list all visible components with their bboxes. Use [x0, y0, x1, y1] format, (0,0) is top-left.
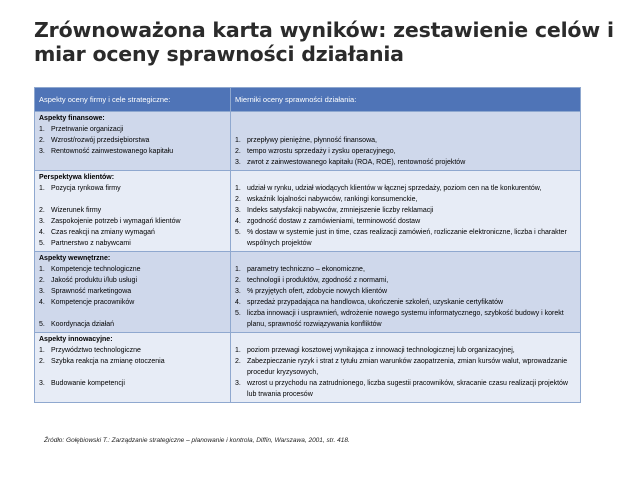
item-text: Przetrwanie organizacji [51, 126, 124, 133]
measures-cell [231, 252, 581, 333]
table-row [35, 171, 581, 252]
item-number: 2. [39, 207, 45, 214]
table-row [35, 112, 581, 171]
balanced-scorecard-table [34, 87, 581, 403]
item-number: 4. [235, 218, 241, 225]
measures-cell [231, 333, 581, 403]
measures-cell [231, 171, 581, 252]
list-item [235, 216, 576, 227]
item-number: 1. [235, 347, 241, 354]
item-text: tempo wzrostu sprzedaży i zysku operacyjnego, [247, 148, 396, 155]
list-item [39, 227, 226, 238]
list-item [235, 146, 576, 157]
section-heading: Aspekty innowacyjne: [39, 336, 113, 343]
section-heading: Aspekty wewnętrzne: [39, 255, 111, 262]
item-number: 3. [39, 218, 45, 225]
item-number: 1. [235, 266, 241, 273]
item-number: 1. [235, 137, 241, 144]
item-number: 1. [39, 347, 45, 354]
item-number: 3. [39, 380, 45, 387]
item-text: przepływy pieniężne, płynność finansowa, [247, 137, 377, 144]
item-number: 4. [39, 299, 45, 306]
measures-cell [231, 112, 581, 171]
item-number: 2. [235, 358, 241, 365]
header-measures: Mierniki oceny sprawności działania: [231, 88, 581, 112]
list-item [39, 275, 226, 286]
item-text: sprzedaż przypadająca na handlowca, ukończenie szkoleń, uzyskanie certyfikatów [247, 299, 504, 306]
list-item [235, 286, 576, 297]
list-item [39, 124, 226, 135]
list-item [39, 183, 226, 194]
item-number: 2. [235, 277, 241, 284]
item-text: Indeks satysfakcji nabywców, zmniejszenie liczby reklamacji [247, 207, 434, 214]
list-item [235, 227, 576, 249]
list-item [39, 146, 226, 157]
page-title: Zrównoważona karta wyników: zestawienie celów i miar oceny sprawności działania [34, 18, 614, 66]
list-item [39, 356, 226, 367]
item-text: % dostaw w systemie just in time, czas realizacji zamówień, rozliczanie elektroniczne, liczba i charakter wspólnych projektów [247, 229, 567, 247]
item-number: 1. [39, 126, 45, 133]
item-text: poziom przewagi kosztowej wynikająca z innowacji technologicznej lub organizacyjnej, [247, 347, 515, 354]
item-text: liczba innowacji i usprawnień, wdrożenie nowego systemu informatycznego, szybkość budowy i korekt planu, sprawność rozwiązywania konfliktów [247, 310, 564, 328]
item-number: 3. [235, 288, 241, 295]
item-number: 3. [39, 288, 45, 295]
list-item [235, 275, 576, 286]
item-text: Partnerstwo z nabywcami [51, 240, 131, 247]
item-number: 4. [39, 229, 45, 236]
item-text: Kompetencje technologiczne [51, 266, 141, 273]
item-text: Szybka reakcja na zmianę otoczenia [51, 358, 165, 365]
item-number: 1. [39, 185, 45, 192]
table-row [35, 252, 581, 333]
section-heading: Perspektywa klientów: [39, 174, 115, 181]
item-number: 5. [39, 240, 45, 247]
item-number: 3. [39, 148, 45, 155]
item-number: 5. [235, 310, 241, 317]
item-text: Rentowność zainwestowanego kapitału [51, 148, 174, 155]
item-text: Budowanie kompetencji [51, 380, 125, 387]
item-number: 2. [235, 196, 241, 203]
item-text: wzrost u przychodu na zatrudnionego, liczba sugestii pracowników, skracanie czasu realizacji projektów lub trwania procesów [247, 380, 568, 398]
item-number: 3. [235, 159, 241, 166]
goals-cell [35, 112, 231, 171]
item-number: 4. [235, 299, 241, 306]
item-text: zwrot z zainwestowanego kapitału (ROA, ROE), rentowność projektów [247, 159, 466, 166]
item-number: 5. [39, 321, 45, 328]
list-item [235, 356, 576, 378]
item-text: Wizerunek firmy [51, 207, 102, 214]
item-text: technologii i produktów, zgodność z normami, [247, 277, 389, 284]
goals-cell [35, 333, 231, 403]
list-item [39, 378, 226, 389]
item-text: udział w rynku, udział wiodących klientów w łącznej sprzedaży, poziom cen na tle konkurentów, [247, 185, 542, 192]
list-item [235, 183, 576, 194]
item-text: parametry techniczno – ekonomiczne, [247, 266, 365, 273]
item-number: 1. [235, 185, 241, 192]
list-item [39, 319, 226, 330]
item-number: 2. [235, 148, 241, 155]
item-text: zgodność dostaw z zamówieniami, terminowość dostaw [247, 218, 421, 225]
item-text: % przyjętych ofert, zdobycie nowych klientów [247, 288, 388, 295]
item-text: Zabezpieczanie ryzyk i strat z tytułu zmian warunków zaopatrzenia, zmian kursów walut, wprowadzanie procedur kryzysowych, [247, 358, 568, 376]
item-number: 2. [39, 358, 45, 365]
list-item [235, 308, 576, 330]
item-number: 2. [39, 277, 45, 284]
list-item [39, 205, 226, 216]
list-item [39, 216, 226, 227]
list-item [39, 286, 226, 297]
item-text: Koordynacja działań [51, 321, 115, 328]
list-item [39, 297, 226, 308]
list-item [235, 135, 576, 146]
item-text: wskaźnik lojalności nabywców, rankingi konsumenckie, [247, 196, 418, 203]
list-item [39, 264, 226, 275]
item-text: Przywództwo technologiczne [51, 347, 141, 354]
item-text: Pozycja rynkowa firmy [51, 185, 121, 192]
item-number: 3. [235, 207, 241, 214]
goals-cell [35, 252, 231, 333]
list-item [235, 264, 576, 275]
item-text: Wzrost/rozwój przedsiębiorstwa [51, 137, 150, 144]
item-text: Sprawność marketingowa [51, 288, 132, 295]
source-citation: Źródło: Gołębiowski T.: Zarządzanie strategiczne – planowanie i kontrola, Diffin, Warszawa, 2001, str. 418. [44, 437, 350, 444]
list-item [39, 238, 226, 249]
item-text: Czas reakcji na zmiany wymagań [51, 229, 155, 236]
goals-cell [35, 171, 231, 252]
table-row [35, 333, 581, 403]
list-item [235, 297, 576, 308]
item-number: 5. [235, 229, 241, 236]
header-goals: Aspekty oceny firmy i cele strategiczne: [35, 88, 231, 112]
list-item [235, 378, 576, 400]
item-text: Zaspokojenie potrzeb i wymagań klientów [51, 218, 181, 225]
item-text: Kompetencje pracowników [51, 299, 135, 306]
section-heading: Aspekty finansowe: [39, 115, 105, 122]
item-number: 2. [39, 137, 45, 144]
list-item [235, 345, 576, 356]
item-number: 3. [235, 380, 241, 387]
item-text: Jakość produktu i/lub usługi [51, 277, 137, 284]
item-number: 1. [39, 266, 45, 273]
table-header-row [35, 88, 581, 112]
list-item [235, 194, 576, 205]
list-item [39, 135, 226, 146]
list-item [235, 205, 576, 216]
list-item [39, 345, 226, 356]
list-item [235, 157, 576, 168]
